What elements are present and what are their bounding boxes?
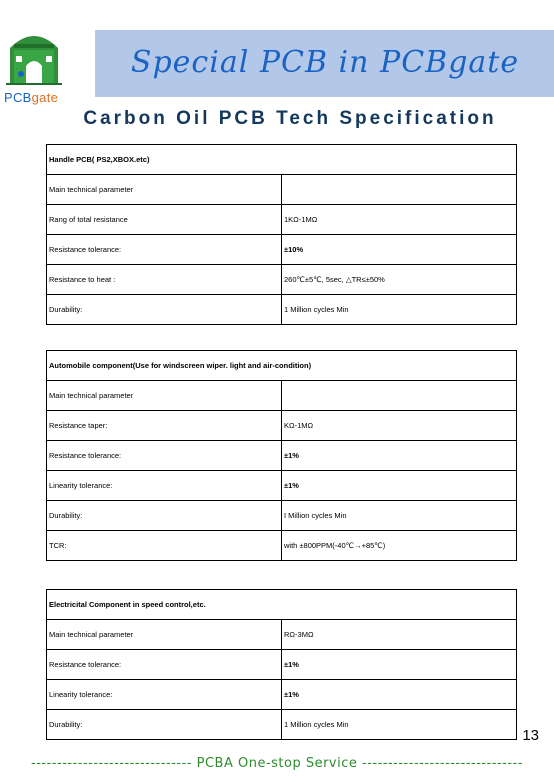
table-row — [47, 175, 517, 205]
table-heading-row — [47, 145, 517, 175]
parameter-value: 1KΩ-1MΩ — [282, 205, 517, 235]
parameter-value: ±1% — [282, 441, 517, 471]
logo-text: PCBgate — [4, 90, 59, 105]
parameter-value: KΩ-1MΩ — [282, 411, 517, 441]
footer-left-dashes: ------------------------------- — [31, 756, 192, 771]
parameter-label: Linearity tolerance: — [47, 471, 282, 501]
spec-table-electrical — [46, 589, 517, 740]
parameter-label: Resistance tolerance: — [47, 235, 282, 265]
parameter-value: I Million cycles Min — [282, 501, 517, 531]
parameter-label: Resistance to heat : — [47, 265, 282, 295]
table-row — [47, 381, 517, 411]
table-row — [47, 411, 517, 441]
header-title: Special PCB in PCBgate — [130, 45, 520, 80]
spec-table-handle-pcb — [46, 144, 517, 325]
document-title: Carbon Oil PCB Tech Specification — [83, 108, 497, 129]
parameter-label: Durability: — [47, 295, 282, 325]
parameter-value: 1 Million cycles Min — [282, 710, 517, 740]
parameter-label: Linearity tolerance: — [47, 680, 282, 710]
parameter-value: ±1% — [282, 650, 517, 680]
table-row — [47, 650, 517, 680]
parameter-label: Rang of total resistance — [47, 205, 282, 235]
table-heading-row — [47, 351, 517, 381]
spec-table-automobile — [46, 350, 517, 561]
parameter-label: Durability: — [47, 710, 282, 740]
page-number: 13 — [522, 727, 539, 744]
table-row — [47, 441, 517, 471]
table-row — [47, 205, 517, 235]
footer-text: PCBA One-stop Service — [196, 756, 358, 771]
table-heading-row — [47, 590, 517, 620]
parameter-value: 1 Million cycles Min — [282, 295, 517, 325]
parameter-label: Durability: — [47, 501, 282, 531]
table-heading: Automobile component(Use for windscreen wiper. light and air-condition) — [47, 351, 517, 381]
parameter-value — [282, 175, 517, 205]
table-row — [47, 531, 517, 561]
table-row — [47, 235, 517, 265]
parameter-value — [282, 381, 517, 411]
parameter-value: 260℃±5℃, 5sec, △TR≤±50% — [282, 265, 517, 295]
table-row — [47, 295, 517, 325]
parameter-value: ±1% — [282, 680, 517, 710]
parameter-label: Main technical parameter — [47, 620, 282, 650]
table-heading: Electricital Component in speed control,etc. — [47, 590, 517, 620]
parameter-label: Resistance taper: — [47, 411, 282, 441]
parameter-label: Main technical parameter — [47, 381, 282, 411]
table-heading: Handle PCB( PS2,XBOX.etc) — [47, 145, 517, 175]
table-row — [47, 710, 517, 740]
footer-right-dashes: ------------------------------- — [362, 756, 523, 771]
parameter-value: ±1% — [282, 471, 517, 501]
table-row — [47, 680, 517, 710]
parameter-label: Resistance tolerance: — [47, 650, 282, 680]
parameter-label: Resistance tolerance: — [47, 441, 282, 471]
parameter-value: ±10% — [282, 235, 517, 265]
table-row — [47, 471, 517, 501]
parameter-label: TCR: — [47, 531, 282, 561]
parameter-value: RΩ-3MΩ — [282, 620, 517, 650]
parameter-label: Main technical parameter — [47, 175, 282, 205]
footer — [0, 756, 554, 776]
parameter-value: with ±800PPM(-40℃→+85℃) — [282, 531, 517, 561]
table-row — [47, 265, 517, 295]
table-row — [47, 501, 517, 531]
table-row — [47, 620, 517, 650]
